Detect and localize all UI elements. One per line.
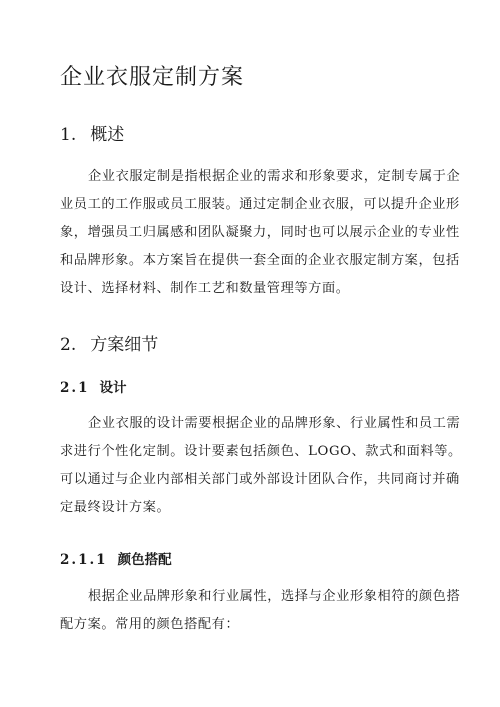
paragraph-line: 可以通过与企业内部相关部门或外部设计团队合作，共同商讨并确 — [60, 472, 460, 487]
paragraph-line: 配方案。常用的颜色搭配有： — [60, 617, 240, 632]
subsection-heading-color — [60, 548, 172, 568]
section-title: 概述 — [90, 125, 125, 145]
paragraph-line: 设计、选择材料、制作工艺和数量管理等方面。 — [60, 281, 350, 296]
paragraph-line: 业员工的工作服或员工服装。通过定制企业衣服，可以提升企业形 — [60, 197, 460, 212]
paragraph-line: 和品牌形象。本方案旨在提供一套全面的企业衣服定制方案，包括 — [60, 253, 460, 268]
paragraph-design — [60, 410, 462, 522]
paragraph-overview — [60, 163, 461, 303]
paragraph-line: 企业衣服定制是指根据企业的需求和形象要求，定制专属于企 — [88, 169, 461, 184]
paragraph-line: 求进行个性化定制。设计要素包括颜色、LOGO、款式和面料等。 — [60, 444, 462, 459]
section-heading-details — [60, 330, 158, 355]
document-title: 企业衣服定制方案 — [60, 65, 245, 90]
subsection-number: 2.1 — [60, 380, 90, 396]
paragraph-color — [60, 583, 461, 639]
subsection-heading-design — [60, 376, 127, 396]
section-heading-overview — [60, 120, 124, 145]
section-title: 方案细节 — [90, 335, 159, 355]
paragraph-line: 象，增强员工归属感和团队凝聚力，同时也可以展示企业的专业性 — [60, 225, 460, 240]
paragraph-line: 定最终设计方案。 — [60, 500, 171, 515]
subsection-title: 设计 — [99, 380, 127, 396]
subsection-number: 2.1.1 — [60, 552, 108, 568]
section-number: 2. — [60, 335, 77, 355]
subsection-title: 颜色搭配 — [117, 552, 172, 568]
paragraph-line: 根据企业品牌形象和行业属性，选择与企业形象相符的颜色搭 — [88, 589, 461, 604]
section-number: 1. — [60, 125, 77, 145]
paragraph-line: 企业衣服的设计需要根据企业的品牌形象、行业属性和员工需 — [88, 416, 461, 431]
